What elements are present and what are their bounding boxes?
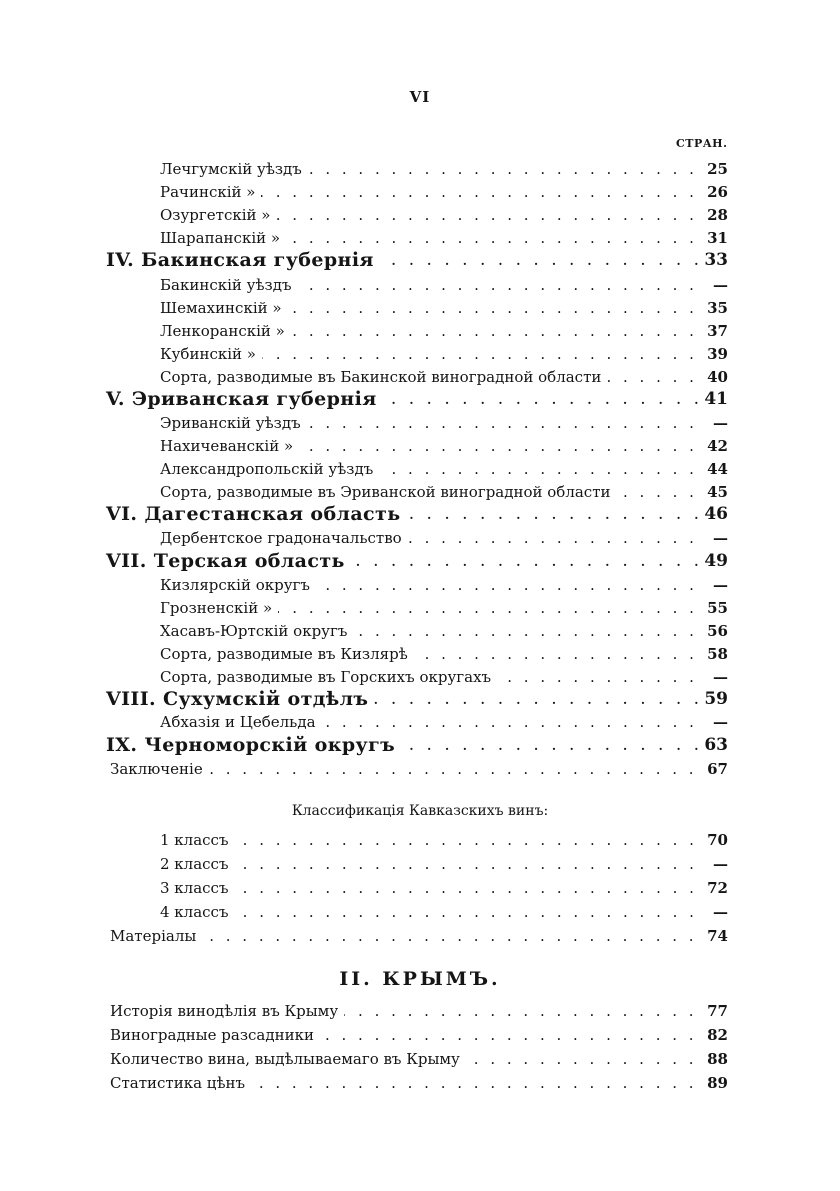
toc-entry (0, 877, 840, 900)
toc-entry-page: — (707, 574, 728, 597)
toc-entry-label: Ленкоранскій » (160, 320, 291, 343)
toc-section-heading (0, 503, 840, 526)
toc-entry (0, 158, 840, 181)
toc-entry-page: 26 (701, 181, 728, 204)
toc-entry-page: 77 (701, 1000, 728, 1023)
toc-entry-page: 63 (698, 734, 728, 757)
dot-leader (160, 853, 728, 876)
toc-entry-page: 25 (701, 158, 728, 181)
toc-entry-page: 82 (701, 1024, 728, 1047)
toc-section-heading (0, 688, 840, 711)
toc-entry (0, 1024, 840, 1047)
toc-entry-label: Дербентское градоначальство (160, 527, 408, 550)
toc-entry-page: — (707, 274, 728, 297)
toc-entry-label: Матеріалы (110, 925, 202, 948)
toc-heading-label: IV. Бакинская губернія (106, 249, 380, 272)
toc-entry-label: Озургетскій » (160, 204, 276, 227)
toc-entry-page: 88 (701, 1048, 728, 1071)
toc-section-heading (0, 550, 840, 573)
dot-leader (160, 829, 728, 852)
toc-entry-page: 35 (701, 297, 728, 320)
toc-entry-page: 37 (701, 320, 728, 343)
toc-entry-page: 45 (701, 481, 728, 504)
toc-entry-page: 40 (701, 366, 728, 389)
classification-title: Классификація Кавказскихъ винъ: (291, 803, 549, 819)
toc-entry-page: — (707, 412, 728, 435)
toc-entry (0, 527, 840, 550)
toc-heading-label: IX. Черноморскій округъ (106, 734, 401, 757)
toc-entry (0, 274, 840, 297)
toc-heading-label: V. Эриванская губернія (106, 388, 383, 411)
toc-entry (0, 181, 840, 204)
toc-entry-page: — (707, 901, 728, 924)
toc-entry-page: 41 (698, 388, 728, 411)
toc-entry-page: 49 (698, 550, 728, 573)
toc-entry-label: Исторія винодѣлія въ Крыму (110, 1000, 344, 1023)
toc-entry-label: Александропольскій уѣздъ (160, 458, 379, 481)
toc-entry (0, 343, 840, 366)
toc-heading-label: VI. Дагестанская область (106, 503, 407, 526)
toc-entry (0, 435, 840, 458)
dot-leader (110, 925, 728, 948)
toc-entry-page: 42 (701, 435, 728, 458)
toc-entry-page: 70 (701, 829, 728, 852)
toc-heading-label: VIII. Сухумскій отдѣлъ (106, 688, 374, 711)
toc-entry-label: Сорта, разводимые въ Бакинской виноградной области (160, 366, 607, 389)
toc-entry (0, 1000, 840, 1023)
page-column-header: СТРАН. (676, 137, 728, 150)
toc-entry-label: Рачинскій » (160, 181, 261, 204)
toc-entry (0, 1048, 840, 1071)
toc-entry (0, 297, 840, 320)
toc-entry (0, 643, 840, 666)
toc-entry (0, 574, 840, 597)
toc-entry-label: Шемахинскій » (160, 297, 288, 320)
toc-entry-page: 46 (698, 503, 728, 526)
toc-entry (0, 366, 840, 389)
toc-entry-page: 31 (701, 227, 728, 250)
toc-entry (0, 597, 840, 620)
toc-entry (0, 620, 840, 643)
toc-entry-label: 1 классъ (160, 829, 235, 852)
toc-entry-page: 55 (701, 597, 728, 620)
toc-entry-page: 56 (701, 620, 728, 643)
toc-entry-label: Кубинскій » (160, 343, 262, 366)
toc-entry-label: Лечгумскій уѣздъ (160, 158, 308, 181)
page-number: VI (409, 88, 431, 106)
dot-leader (160, 877, 728, 900)
toc-entry-page: — (707, 853, 728, 876)
toc-entry-label: Эриванскій уѣздъ (160, 412, 307, 435)
toc-entry-label: Сорта, разводимые въ Эриванской виноградной области (160, 481, 617, 504)
toc-entry (0, 829, 840, 852)
toc-entry-label: 4 классъ (160, 901, 235, 924)
toc-entry-label: Сорта, разводимые въ Кизлярѣ (160, 643, 414, 666)
toc-entry-page: 74 (701, 925, 728, 948)
toc-entry-label: Абхазія и Цебельда (160, 711, 322, 734)
toc-entry-label: Сорта, разводимые въ Горскихъ округахъ (160, 666, 497, 689)
toc-entry (0, 320, 840, 343)
toc-entry (0, 458, 840, 481)
toc-entry-label: Шарапанскій » (160, 227, 286, 250)
toc-entry (0, 901, 840, 924)
toc-entry-page: 44 (701, 458, 728, 481)
toc-entry (0, 204, 840, 227)
toc-entry-page: 28 (701, 204, 728, 227)
toc-entry-page: — (707, 527, 728, 550)
toc-entry-label: 2 классъ (160, 853, 235, 876)
toc-entry (0, 412, 840, 435)
toc-entry (0, 481, 840, 504)
toc-entry-label: Нахичеванскій » (160, 435, 299, 458)
toc-entry-label: Кизлярскій округъ (160, 574, 316, 597)
toc-entry-page: — (707, 711, 728, 734)
toc-entry-page: 39 (701, 343, 728, 366)
toc-entry (0, 666, 840, 689)
toc-entry-page: 67 (701, 758, 728, 781)
toc-entry-label: Грозненскій » (160, 597, 278, 620)
toc-entry (0, 1072, 840, 1095)
toc-entry-label: 3 классъ (160, 877, 235, 900)
toc-entry-label: Количество вина, выдѣлываемаго въ Крыму (110, 1048, 466, 1071)
toc-entry-label: Хасавъ-Юртскій округъ (160, 620, 353, 643)
toc-heading-label: VII. Терская область (106, 550, 351, 573)
toc-entry-page: 33 (698, 249, 728, 272)
section-title-crimea: II. КРЫМЪ. (339, 968, 501, 990)
toc-entry-label: Виноградные разсадники (110, 1024, 320, 1047)
toc-entry-page: 72 (701, 877, 728, 900)
toc-section-heading (0, 734, 840, 757)
toc-entry-page: — (707, 666, 728, 689)
toc-entry-label: Бакинскій уѣздъ (160, 274, 298, 297)
toc-entry (0, 758, 840, 781)
toc-entry-page: 58 (701, 643, 728, 666)
dot-leader (160, 901, 728, 924)
toc-section-heading (0, 249, 840, 272)
toc-entry-page: 59 (698, 688, 728, 711)
toc-entry-label: Заключеніе (110, 758, 209, 781)
toc-entry (0, 227, 840, 250)
toc-entry (0, 711, 840, 734)
toc-entry (0, 925, 840, 948)
toc-entry (0, 853, 840, 876)
toc-entry-label: Статистика цѣнъ (110, 1072, 251, 1095)
toc-entry-page: 89 (701, 1072, 728, 1095)
toc-section-heading (0, 388, 840, 411)
